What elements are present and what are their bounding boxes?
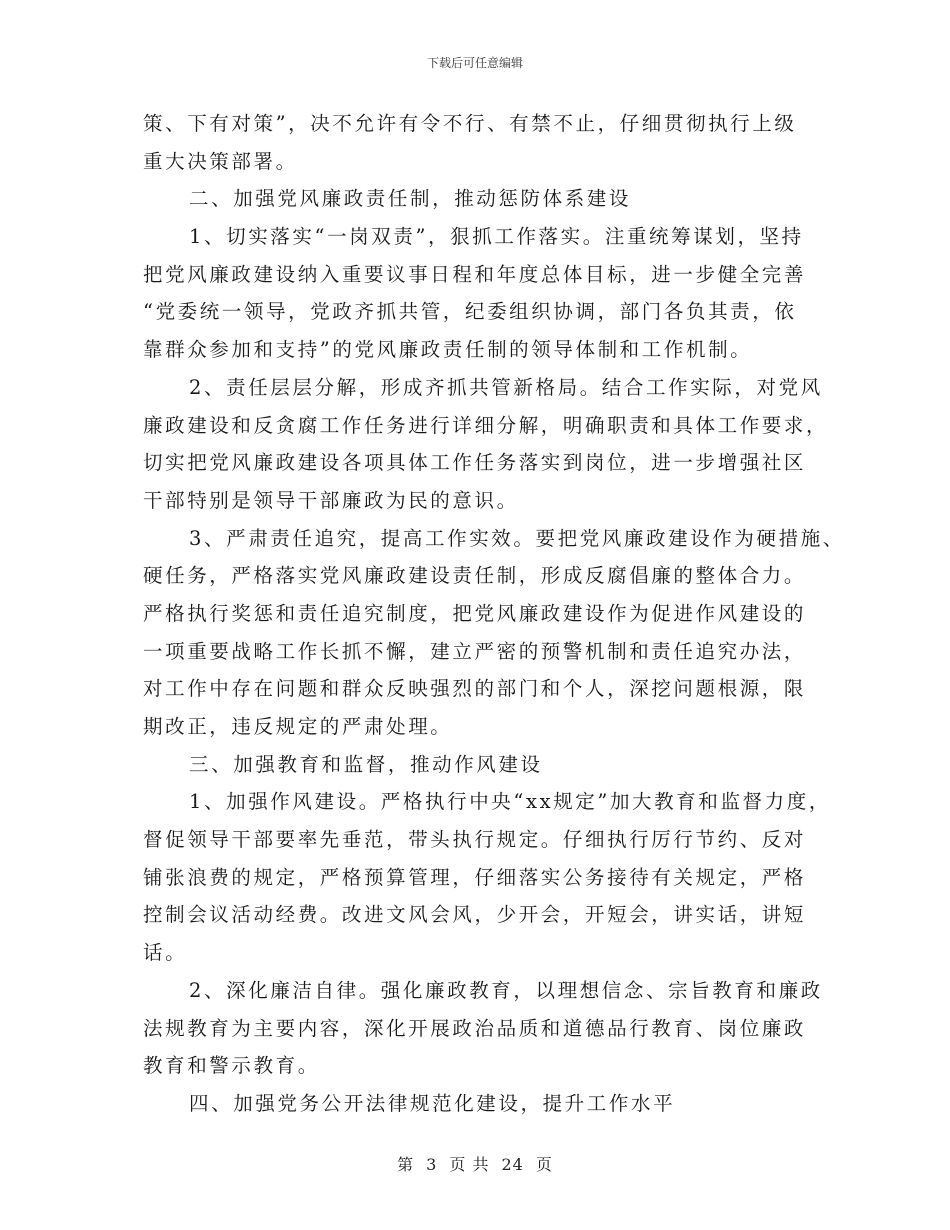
text-line: 控制会议活动经费。改进文风会风，少开会，开短会，讲实话，讲短 — [143, 903, 807, 927]
text-line: 2、责任层层分解，形成齐抓共管新格局。结合工作实际，对党风 — [189, 375, 823, 399]
text-line: 铺张浪费的规定，严格预算管理，仔细落实公务接待有关规定，严格 — [143, 865, 807, 889]
text-line: 督促领导干部要率先垂范，带头执行规定。仔细执行厉行节约、反对 — [143, 828, 807, 852]
footer-suffix: 页 — [535, 1155, 553, 1174]
text-line: 法规教育为主要内容，深化开展政治品质和道德品行教育、岗位廉政 — [143, 1016, 807, 1040]
text-line: 1、切实落实“一岗双责”，狠抓工作落实。注重统筹谋划，坚持 — [189, 225, 804, 249]
text-line: “党委统一领导，党政齐抓共管，纪委组织协调，部门各负其责，依 — [143, 300, 797, 324]
text-line: 重大决策部署。 — [143, 149, 298, 173]
text-line: 硬任务，严格落实党风廉政建设责任制，形成反腐倡廉的整体合力。 — [143, 564, 807, 588]
page-footer — [0, 1152, 950, 1175]
text-line: 切实把党风廉政建设各项具体工作任务落实到岗位，进一步增强社区 — [143, 451, 807, 475]
text-line: 四、加强党务公开法律规范化建设，提升工作水平 — [189, 1091, 676, 1115]
text-line: 一项重要战略工作长抓不懈，建立严密的预警机制和责任追究办法， — [143, 639, 807, 663]
text-line: 干部特别是领导干部廉政为民的意识。 — [143, 488, 519, 512]
text-line: 话。 — [143, 941, 188, 965]
text-line: 教育和警示教育。 — [143, 1054, 320, 1078]
footer-prefix: 第 — [397, 1155, 415, 1174]
text-line: 廉政建设和反贪腐工作任务进行详细分解，明确职责和具体工作要求， — [143, 413, 829, 437]
footer-current-page: 3 — [426, 1155, 438, 1174]
text-line: 对工作中存在问题和群众反映强烈的部门和个人，深挖问题根源，限 — [143, 677, 807, 701]
header-note: 下载后可任意编辑 — [426, 56, 523, 70]
text-line: 严格执行奖惩和责任追究制度，把党风廉政建设作为促进作风建设的 — [143, 601, 807, 625]
text-line: 策、下有对策”，决不允许有令不行、有禁不止，仔细贯彻执行上级 — [143, 112, 797, 135]
text-line: 1、加强作风建设。严格执行中央“xx规定”加大教育和监督力度， — [189, 790, 831, 814]
text-line: 3、严肃责任追究，提高工作实效。要把党风廉政建设作为硬措施、 — [189, 526, 845, 550]
text-line: 把党风廉政建设纳入重要议事日程和年度总体目标，进一步健全完善 — [143, 262, 807, 286]
text-line: 二、加强党风廉政责任制，推动惩防体系建设 — [189, 187, 632, 211]
body-text — [143, 105, 845, 1123]
footer-middle: 页 共 — [449, 1155, 490, 1174]
footer-total-pages: 24 — [501, 1155, 524, 1174]
text-line: 2、深化廉洁自律。强化廉政教育，以理想信念、宗旨教育和廉政 — [189, 978, 823, 1002]
text-line: 三、加强教育和监督，推动作风建设 — [189, 752, 543, 776]
text-line: 靠群众参加和支持”的党风廉政责任制的领导体制和工作机制。 — [143, 338, 753, 362]
text-line: 期改正，违反规定的严肃处理。 — [143, 715, 453, 738]
